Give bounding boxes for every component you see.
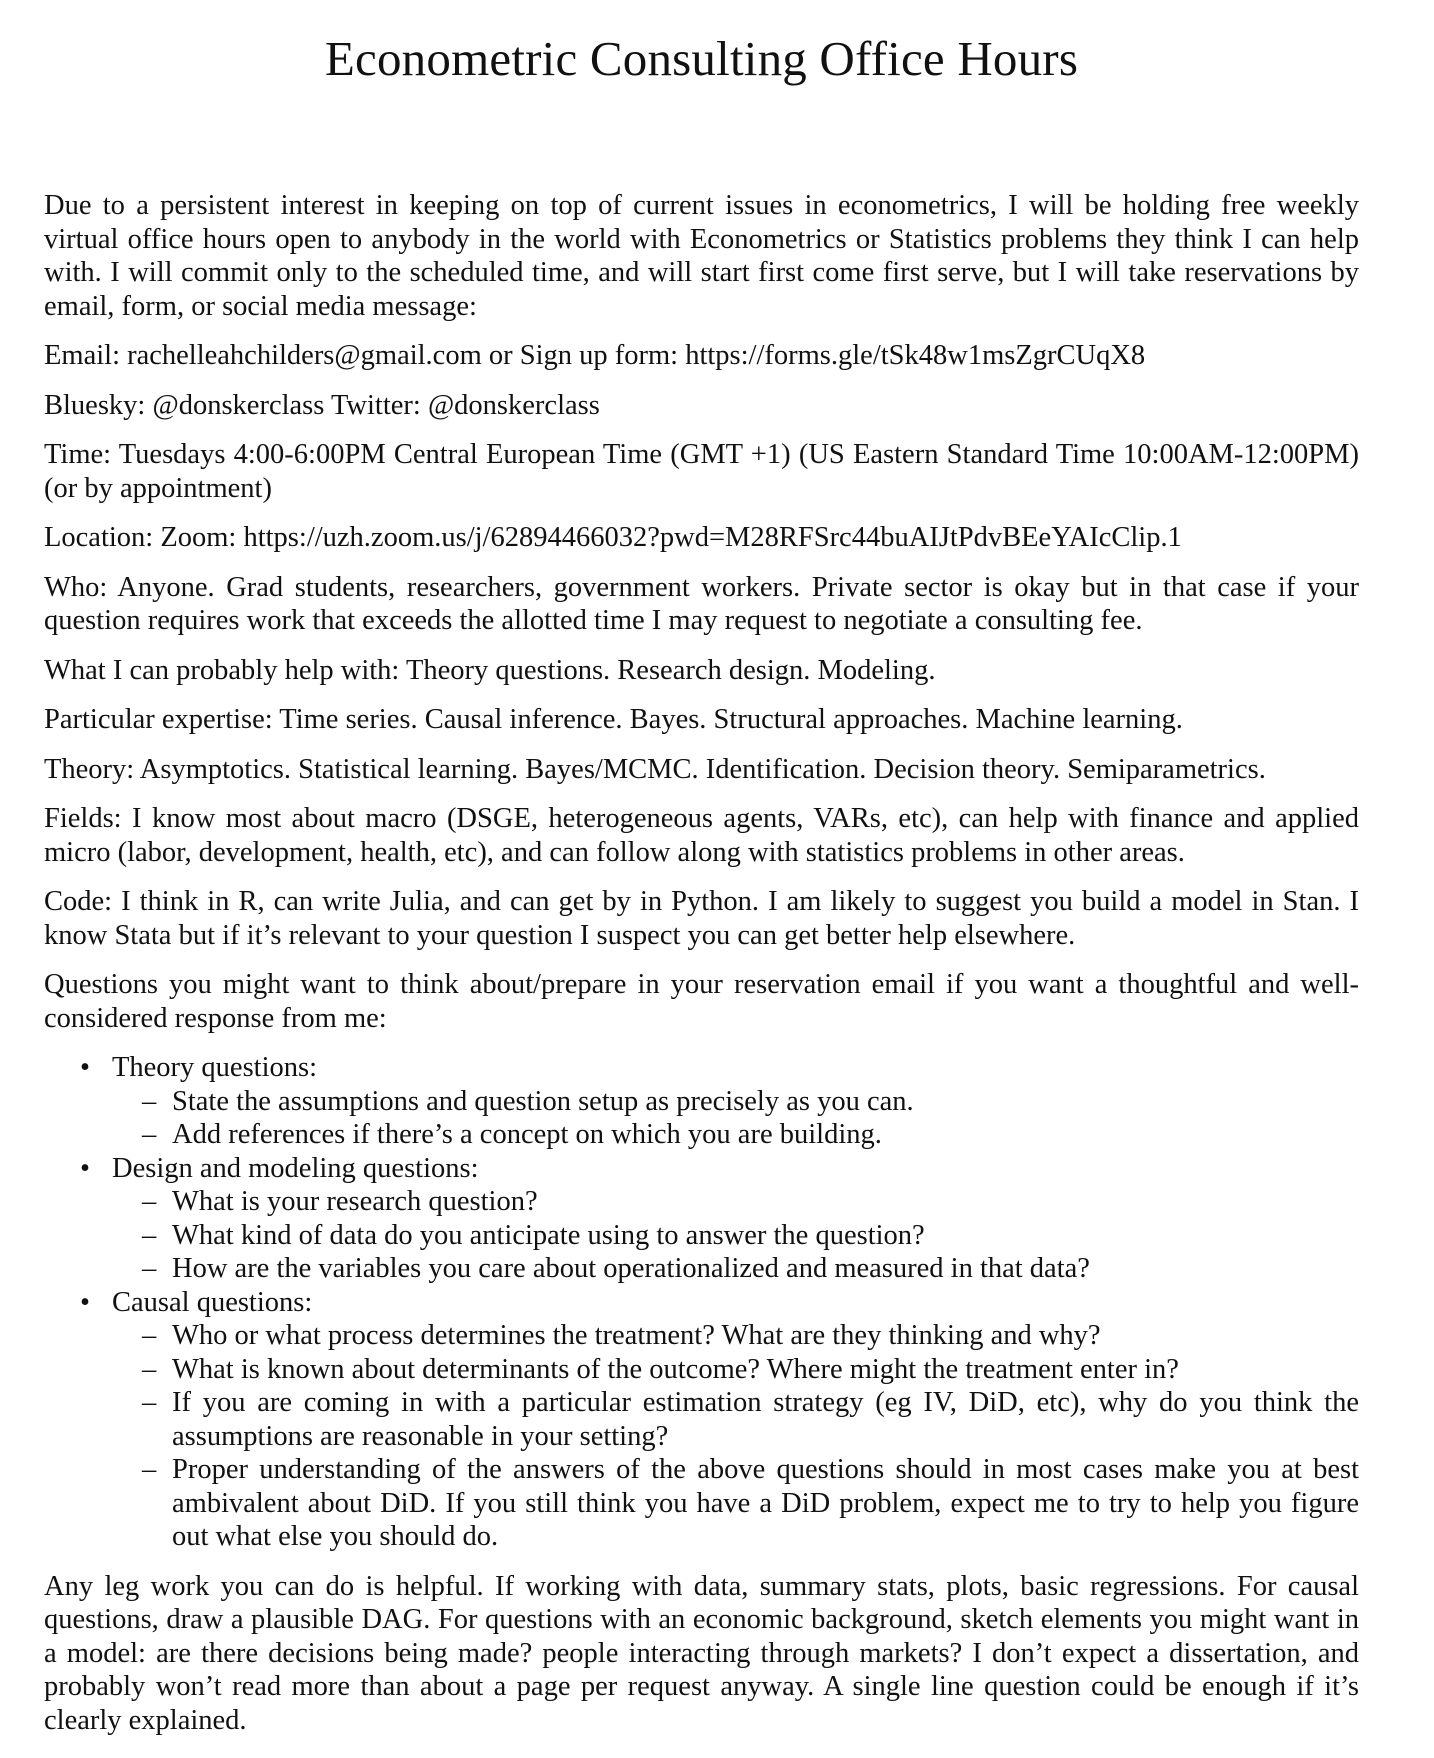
question-group-label: Design and modeling questions: — [112, 1152, 479, 1184]
twitter-handle: @donskerclass — [427, 389, 600, 421]
question-sublist — [112, 1085, 1359, 1152]
fields-paragraph: Fields: I know most about macro (DSGE, heterogeneous agents, VARs, etc), can help with finance and applied micro (labor, development, health, etc), and can follow along with statistics problems in other areas. — [44, 803, 1359, 868]
contact-social-line — [44, 389, 1359, 423]
document-page — [44, 28, 1359, 1753]
email-label: Email: — [44, 340, 120, 371]
who-paragraph: Who: Anyone. Grad students, researchers, government workers. Private sector is okay but in that case if your question requires work that exceeds the allotted time I may request to negotiate a consulting fee. — [44, 571, 1359, 636]
question-group-design — [112, 1152, 1359, 1286]
question-group-label: Causal questions: — [112, 1286, 313, 1318]
question-group-label: Theory questions: — [112, 1052, 318, 1083]
code-paragraph: Code: I think in R, can write Julia, and can get by in Python. I am likely to suggest you build a model in Stan. I know Stata but if it’s relevant to your question I suspect you can get better help elsewhere. — [44, 886, 1359, 951]
question-groups-list — [44, 1051, 1359, 1554]
bluesky-label: Bluesky: — [44, 389, 146, 421]
twitter-label: Twitter: — [330, 389, 421, 421]
zoom-url: https://uzh.zoom.us/j/62894466032?pwd=M28RFSrc44buAIJtPdvBEeYAIcClip.1 — [243, 522, 1182, 553]
document-body — [44, 189, 1359, 1737]
question-sublist — [112, 1185, 1359, 1286]
question-item: – If you are coming in with a particular estimation strategy (eg IV, DiD, etc), why do you think the assumptions are reasonable in your setting? — [172, 1386, 1359, 1453]
question-item: – What is known about determinants of the outcome? Where might the treatment enter in? — [172, 1353, 1359, 1387]
location-label: Location: Zoom: — [44, 522, 237, 553]
question-item: – What is your research question? — [172, 1185, 1359, 1219]
intro-paragraph: Due to a persistent interest in keeping on top of current issues in econometrics, I will be holding free weekly virtual office hours open to anybody in the world with Econometrics or Statistics problems they think I can help with. I will commit only to the scheduled time, and will start first come first serve, but I will take reservations by email, form, or social media message: — [44, 190, 1359, 322]
bluesky-handle: @donskerclass — [152, 389, 325, 421]
question-item: – Add references if there’s a concept on which you are building. — [172, 1118, 1359, 1152]
question-group-causal — [112, 1286, 1359, 1554]
page-title: Econometric Consulting Office Hours — [324, 31, 1079, 86]
contact-email-line — [44, 339, 1359, 373]
question-sublist — [112, 1319, 1359, 1554]
question-item: – How are the variables you care about operationalized and measured in that data? — [172, 1252, 1359, 1286]
email-address: rachelleahchilders@gmail.com — [127, 340, 482, 371]
help-with-paragraph: What I can probably help with: Theory questions. Research design. Modeling. — [44, 654, 936, 686]
question-item: – Who or what process determines the treatment? What are they thinking and why? — [172, 1319, 1359, 1353]
signup-form-label: or Sign up form: — [488, 340, 679, 371]
question-item: – What kind of data do you anticipate using to answer the question? — [172, 1219, 1359, 1253]
signup-form-url: https://forms.gle/tSk48w1msZgrCUqX8 — [685, 340, 1146, 371]
questions-intro-paragraph: Questions you might want to think about/prepare in your reservation email if you want a thoughtful and well-considered response from me: — [44, 969, 1359, 1034]
time-paragraph: Time: Tuesdays 4:00-6:00PM Central European Time (GMT +1) (US Eastern Standard Time 10:00AM-12:00PM) (or by appointment) — [44, 439, 1359, 504]
closing-paragraph: Any leg work you can do is helpful. If working with data, summary stats, plots, basic regressions. For causal questions, draw a plausible DAG. For questions with an economic background, sketch elements you might want in a model: are there decisions being made? people interacting through markets? I don’t expect a dissertation, and probably won’t read more than about a page per request anyway. A single line question could be enough if it’s clearly explained. — [44, 1570, 1359, 1736]
question-group-theory — [112, 1051, 1359, 1152]
location-paragraph — [44, 521, 1359, 555]
question-item: – Proper understanding of the answers of the above questions should in most cases make you at best ambivalent about DiD. If you still think you have a DiD problem, expect me to try to help you figure out what else you should do. — [172, 1453, 1359, 1554]
question-item: – State the assumptions and question setup as precisely as you can. — [172, 1085, 1359, 1119]
theory-paragraph: Theory: Asymptotics. Statistical learning. Bayes/MCMC. Identification. Decision theory. Semiparametrics. — [44, 753, 1266, 785]
expertise-paragraph: Particular expertise: Time series. Causal inference. Bayes. Structural approaches. Machine learning. — [44, 704, 1183, 735]
